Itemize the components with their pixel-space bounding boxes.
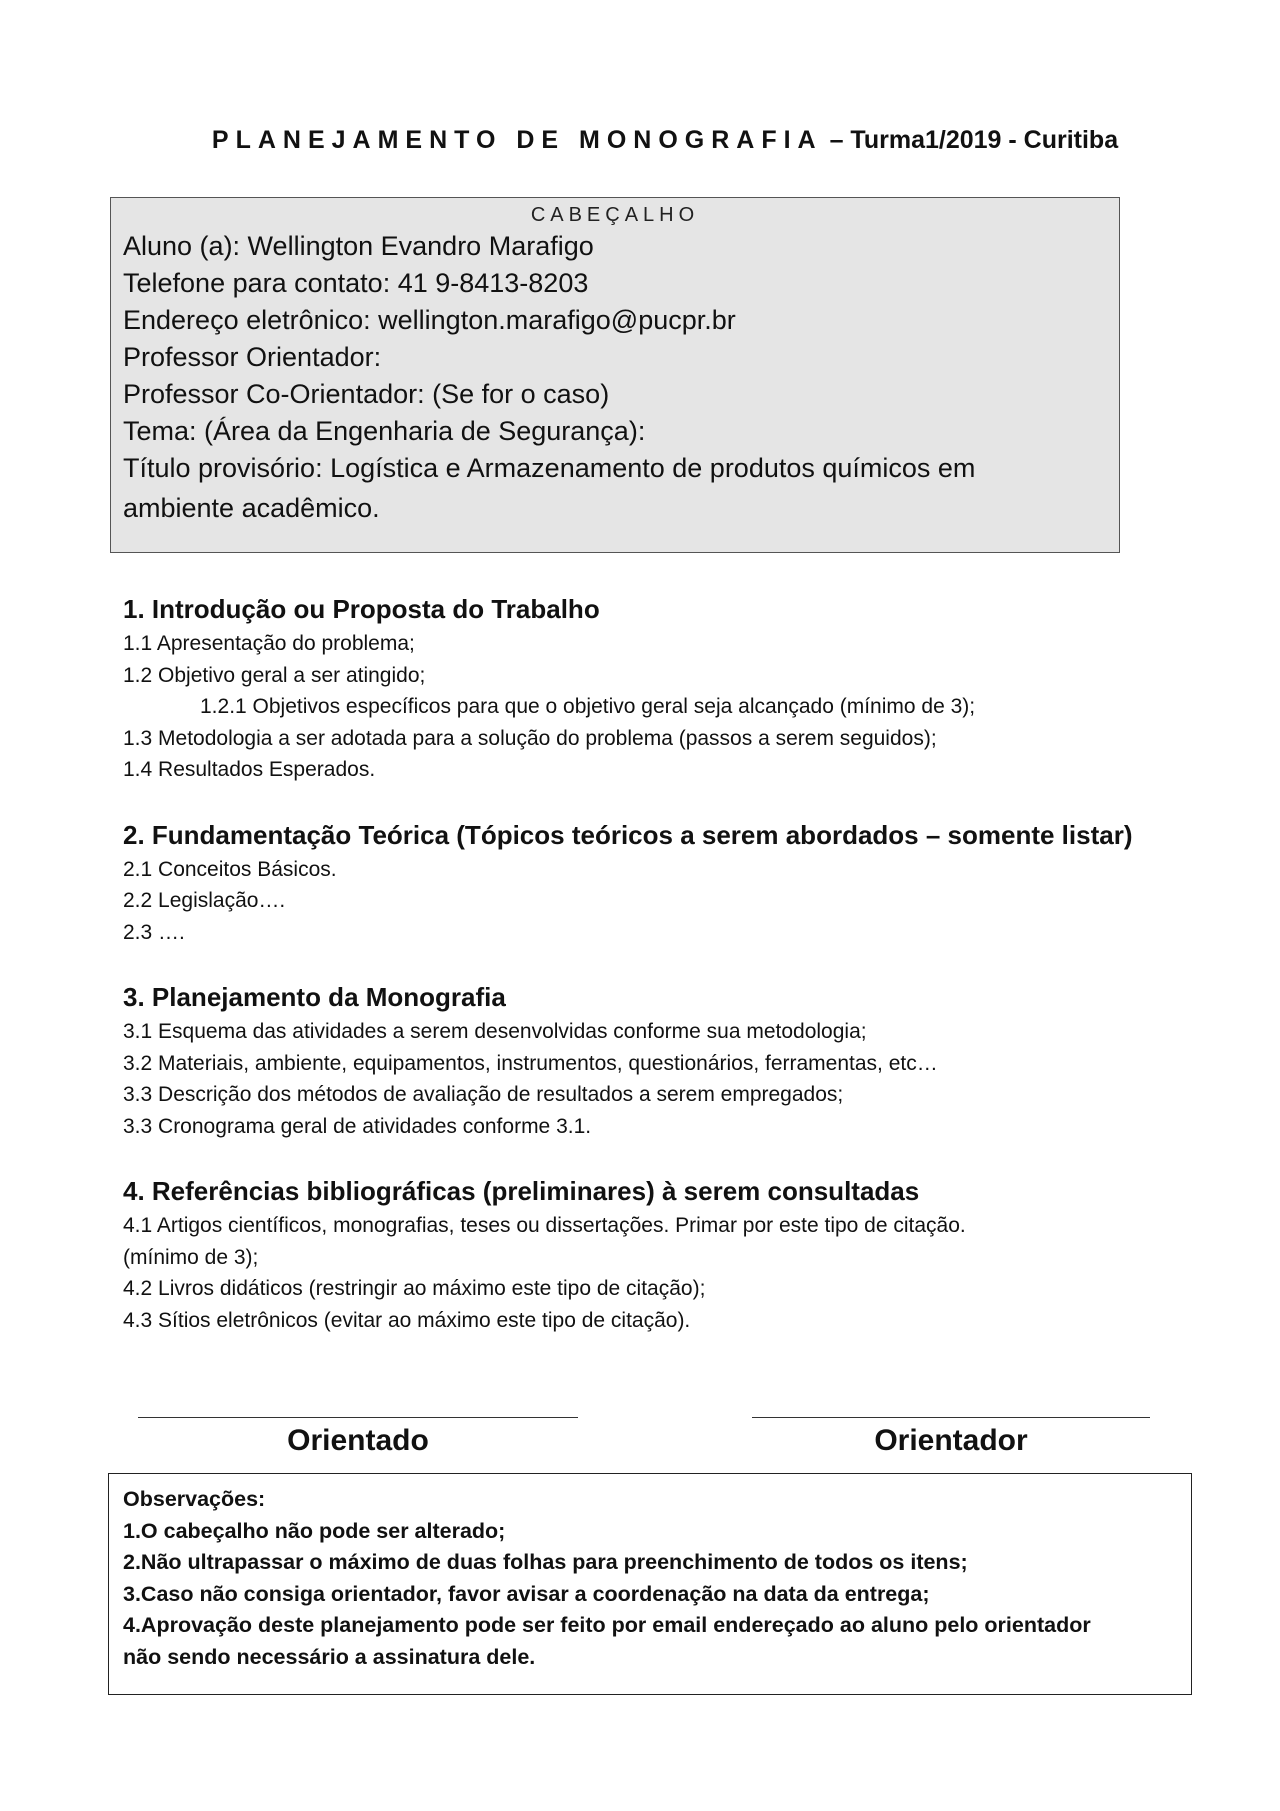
document-title-main: PLANEJAMENTO DE MONOGRAFIA	[211, 126, 823, 154]
section-item: (mínimo de 3);	[123, 1245, 259, 1269]
section-item: 4.3 Sítios eletrônicos (evitar ao máximo este tipo de citação).	[123, 1308, 691, 1332]
section-introduction	[123, 590, 1123, 786]
section-item: 3.1 Esquema das atividades a serem desenvolvidas conforme sua metodologia;	[123, 1020, 867, 1043]
section-item: 3.2 Materiais, ambiente, equipamentos, instrumentos, questionários, ferramentas, etc…	[123, 1051, 938, 1075]
observations-title: Observações:	[123, 1487, 266, 1511]
header-provisional-title-cont: ambiente acadêmico.	[123, 493, 380, 523]
section-item: 2.2 Legislação….	[123, 889, 286, 912]
header-student-name: Aluno (a): Wellington Evandro Marafigo	[123, 231, 594, 261]
section-subitem: 1.2.1 Objetivos específicos para que o objetivo geral seja alcançado (mínimo de 3);	[200, 695, 976, 718]
header-advisor: Professor Orientador:	[123, 342, 382, 372]
section-item: 3.3 Descrição dos métodos de avaliação de resultados a serem empregados;	[123, 1083, 844, 1106]
sections	[123, 590, 1133, 1366]
section-item: 3.3 Cronograma geral de atividades conforme 3.1.	[123, 1114, 592, 1138]
header-caption: CABEÇALHO	[530, 204, 700, 226]
section-heading: 3. Planejamento da Monografia	[123, 982, 506, 1012]
header-provisional-title: Título provisório: Logística e Armazenamento de produtos químicos em	[123, 453, 976, 483]
observation-item: 4.Aprovação deste planejamento pode ser feito por email endereçado ao aluno pelo orientador	[123, 1613, 1091, 1637]
header-box	[110, 197, 1120, 553]
observation-item: 1.O cabeçalho não pode ser alterado;	[123, 1518, 506, 1543]
observations-box	[108, 1473, 1192, 1695]
observation-item-cont: não sendo necessário a assinatura dele.	[123, 1644, 536, 1669]
document-title-suffix: – Turma1/2019 - Curitiba	[822, 126, 1119, 154]
section-planning	[123, 978, 1123, 1142]
signature-label-student: Orientado	[287, 1424, 429, 1457]
section-item: 1.2 Objetivo geral a ser atingido;	[123, 663, 426, 687]
observation-item: 3.Caso não consiga orientador, favor avisar a coordenação na data da entrega;	[123, 1581, 930, 1606]
header-email: Endereço eletrônico: wellington.marafigo@pucpr.br	[123, 305, 736, 335]
section-item: 4.2 Livros didáticos (restringir ao máximo este tipo de citação);	[123, 1277, 706, 1300]
section-item: 2.3 ….	[123, 920, 185, 944]
signature-line-advisor	[752, 1417, 1150, 1418]
signature-line-student	[138, 1417, 578, 1418]
document-title	[110, 126, 1220, 155]
section-theory	[123, 816, 1133, 949]
section-item: 4.1 Artigos científicos, monografias, teses ou dissertações. Primar por este tipo de citação.	[123, 1214, 966, 1237]
observation-item: 2.Não ultrapassar o máximo de duas folhas para preenchimento de todos os itens;	[123, 1550, 968, 1574]
section-item: 2.1 Conceitos Básicos.	[123, 857, 337, 881]
section-heading: 1. Introdução ou Proposta do Trabalho	[123, 594, 600, 624]
header-theme: Tema: (Área da Engenharia de Segurança):	[123, 416, 646, 446]
section-references	[123, 1172, 1123, 1336]
signature-label-advisor: Orientador	[874, 1424, 1028, 1457]
header-co-advisor: Professor Co-Orientador: (Se for o caso)	[123, 379, 610, 409]
section-heading: 4. Referências bibliográficas (preliminares) à serem consultadas	[123, 1176, 920, 1206]
section-heading: 2. Fundamentação Teórica (Tópicos teóricos a serem abordados – somente listar)	[123, 819, 1133, 850]
section-item: 1.3 Metodologia a ser adotada para a solução do problema (passos a serem seguidos);	[123, 726, 937, 750]
section-item: 1.1 Apresentação do problema;	[123, 632, 415, 655]
header-phone: Telefone para contato: 41 9-8413-8203	[123, 268, 589, 298]
section-item: 1.4 Resultados Esperados.	[123, 758, 376, 781]
